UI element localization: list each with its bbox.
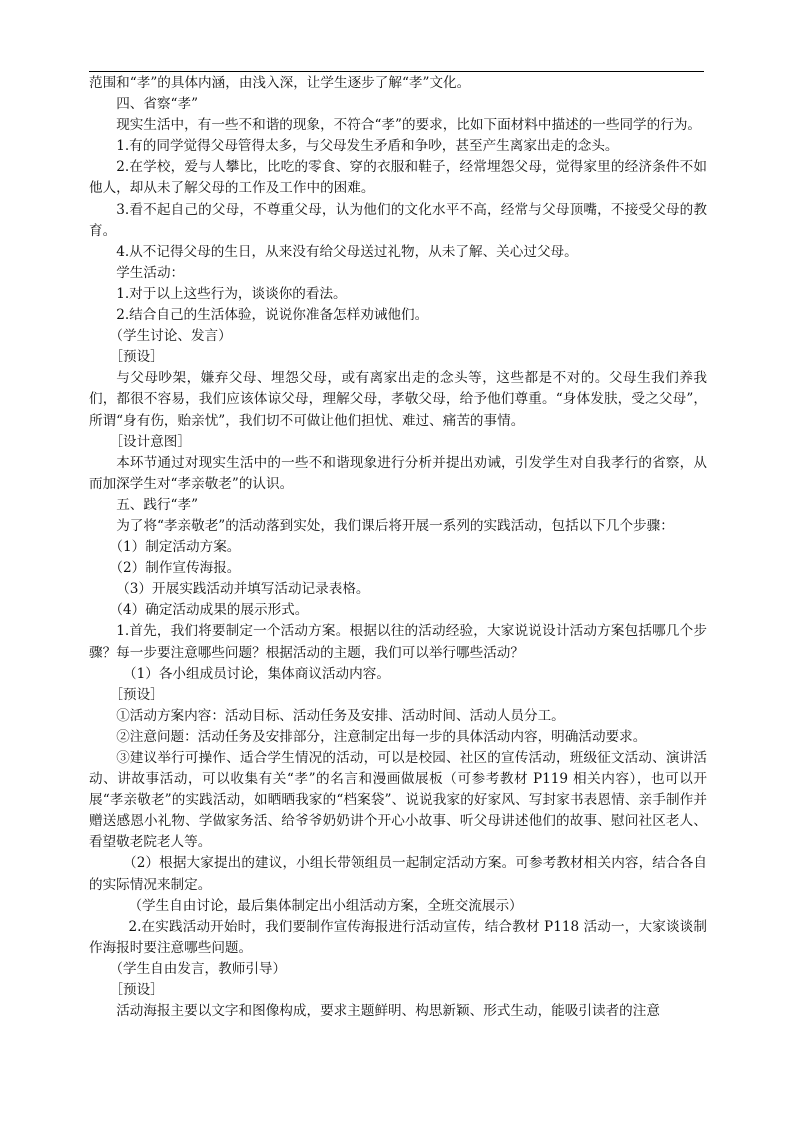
- paragraph: 1.首先，我们将要制定一个活动方案。根据以往的活动经验，大家说说设计活动方案包括哪几个步骤？每一步要注意哪些问题？根据活动的主题，我们可以举行哪些活动？: [89, 623, 707, 661]
- paragraph: 现实生活中，有一些不和谐的现象，不符合“孝”的要求，比如下面材料中描述的一些同学的行为。: [116, 117, 702, 134]
- paragraph: 本环节通过对现实生活中的一些不和谐现象进行分析并提出劝诫，引发学生对自我孝行的省察，从而加深学生对“孝亲敬老”的认识。: [89, 454, 707, 492]
- document-body: [89, 73, 707, 1022]
- header-rule: [89, 71, 704, 72]
- list-item: 4.从不记得父母的生日，从来没有给父母送过礼物，从未了解、关心过父母。: [116, 243, 578, 260]
- label: ［预设］: [109, 349, 164, 366]
- list-item: 1.对于以上这些行为，谈谈你的看法。: [116, 285, 347, 302]
- paragraph: 活动海报主要以文字和图像构成，要求主题鲜明、构思新颖、形式生动，能吸引读者的注意: [116, 1003, 660, 1020]
- list-item: 3.看不起自己的父母，不尊重父母，认为他们的文化水平不高，经常与父母顶嘴，不接受父母的教育。: [89, 201, 707, 239]
- list-item: 2.在学校，爱与人攀比，比吃的零食、穿的衣服和鞋子，经常埋怨父母，觉得家里的经济条件不如他人，却从未了解父母的工作及工作中的困难。: [89, 159, 707, 197]
- label: ［设计意图］: [109, 433, 191, 450]
- paragraph: 与父母吵架，嫌弃父母、埋怨父母，或有离家出走的念头等，这些都是不对的。父母生我们养我们，都很不容易，我们应该体谅父母，理解父母，孝敬父母，给予他们尊重。“身体发肤，受之父母”，所谓“身有伤，贻亲忧”，我们切不可做让他们担忧、难过、痛苦的事情。: [89, 370, 707, 429]
- paragraph: 为了将“孝亲敬老”的活动落到实处，我们课后将开展一系列的实践活动，包括以下几个步骤：: [116, 517, 674, 534]
- list-item: ②注意问题：活动任务及安排部分，注意制定出每一步的具体活动内容，明确活动要求。: [116, 728, 647, 745]
- list-item: （1）各小组成员讨论，集体商议活动内容。: [123, 665, 390, 682]
- list-item: ③建议举行可操作、适合学生情况的活动，可以是校园、社区的宣传活动，班级征文活动、演讲活动、讲故事活动，可以收集有关“孝”的名言和漫画做展板（可参考教材 P119 相关内容），也可以开展“孝亲敬老”的实践活动，如晒晒我家的“档案袋”、说说我家的好家风、写封家书表恩情、亲手制作并赠送感恩小礼物、学做家务活、给爷爷奶奶讲个开心小故事、听父母讲述他们的故事、慰问社区老人、看望敬老院老人等。: [89, 750, 707, 851]
- list-item: （1）制定活动方案。: [109, 539, 241, 556]
- paragraph: 学生活动：: [116, 264, 185, 281]
- list-item: （2）根据大家提出的建议，小组长带领组员一起制定活动方案。可参考教材相关内容，结合各自的实际情况来制定。: [89, 855, 707, 893]
- section-heading: 五、践行“孝”: [116, 496, 199, 513]
- paragraph: （学生讨论、发言）: [109, 328, 232, 345]
- list-item: （4）确定活动成果的展示形式。: [109, 602, 309, 619]
- label: ［预设］: [109, 982, 164, 999]
- list-item: ①活动方案内容：活动目标、活动任务及安排、活动时间、活动人员分工。: [116, 707, 565, 724]
- list-item: 2.结合自己的生活体验，说说你准备怎样劝诫他们。: [116, 307, 429, 324]
- list-item: （3）开展实践活动并填写活动记录表格。: [116, 581, 370, 598]
- paragraph: （学生自由发言，教师引导）: [109, 960, 287, 977]
- list-item: （2）制作宣传海报。: [109, 560, 241, 577]
- paragraph: 范围和“孝”的具体内涵，由浅入深，让学生逐步了解“孝”文化。: [89, 75, 471, 91]
- list-item: 1.有的同学觉得父母管得太多，与父母发生矛盾和争吵，甚至产生离家出走的念头。: [116, 138, 619, 155]
- label: ［预设］: [109, 686, 164, 703]
- paragraph: （学生自由讨论，最后集体制定出小组活动方案，全班交流展示）: [128, 897, 523, 914]
- paragraph: 2.在实践活动开始时，我们要制作宣传海报进行活动宣传，结合教材 P118 活动一，大家谈谈制作海报时要注意哪些问题。: [89, 918, 707, 956]
- section-heading: 四、省察“孝”: [116, 96, 199, 113]
